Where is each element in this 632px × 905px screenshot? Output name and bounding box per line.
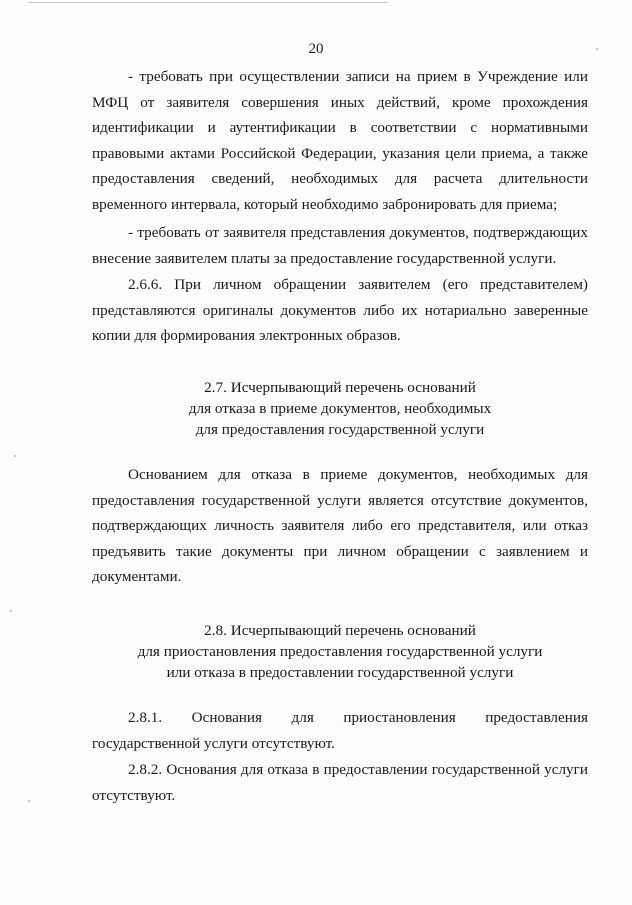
heading-line: 2.7. Исчерпывающий перечень оснований [204, 379, 476, 396]
paragraph-text: - требовать от заявителя представления документов, подтверждающих внесение заявителем платы за предоставление государственной услуги. [92, 224, 588, 267]
paragraph-text: 2.8.2. Основания для отказа в предоставлении государственной услуги отсутствуют. [92, 761, 588, 804]
heading-line: 2.8. Исчерпывающий перечень оснований [204, 622, 476, 639]
scan-speck [14, 455, 16, 457]
heading-line: для отказа в приеме документов, необходимых [188, 400, 492, 417]
page-number: 20 [308, 41, 324, 57]
scan-speck [10, 610, 12, 612]
paragraph-text: 2.8.1. Основания для приостановления предоставления государственной услуги отсутствуют. [92, 709, 588, 752]
paragraph-refusal-grounds [92, 462, 588, 590]
heading-line: для приостановления предоставления государственной услуги [137, 643, 543, 660]
paragraph-text: - требовать при осуществлении записи на прием в Учреждение или МФЦ от заявителя совершения иных действий, кроме прохождения идентификации и аутентификации в соответствии с нормативными правовыми актами Российской Федерации, указания цели приема, а также предоставления сведений, необходимых для расчета длительности временного интервала, который необходимо забронировать для приема; [92, 68, 588, 213]
paragraph-2-8-1 [92, 705, 588, 756]
paragraph-2-8-2 [92, 757, 588, 808]
paragraph-text: Основанием для отказа в приеме документов, необходимых для предоставления государственной услуги является отсутствие документов, подтверждающих личность заявителя либо его представителя, или отказ предъявить такие документы при личном обращении с заявлением и документами. [92, 466, 588, 586]
heading-line: для предоставления государственной услуги [195, 421, 485, 438]
paragraph-2-6-6 [92, 272, 588, 349]
scan-edge-line [28, 2, 388, 3]
paragraph-payment-documents [92, 220, 588, 271]
heading-line: или отказа в предоставлении государственной услуги [166, 664, 514, 681]
scan-speck [28, 800, 30, 802]
section-heading-2-8 [92, 620, 588, 683]
section-heading-2-7 [92, 377, 588, 440]
paragraph-text: 2.6.6. При личном обращении заявителем (его представителем) представляются оригиналы документов либо их нотариально заверенные копии для формирования электронных образов. [92, 276, 588, 345]
paragraph-appointment-requirements [92, 64, 588, 218]
scan-speck [596, 48, 598, 50]
